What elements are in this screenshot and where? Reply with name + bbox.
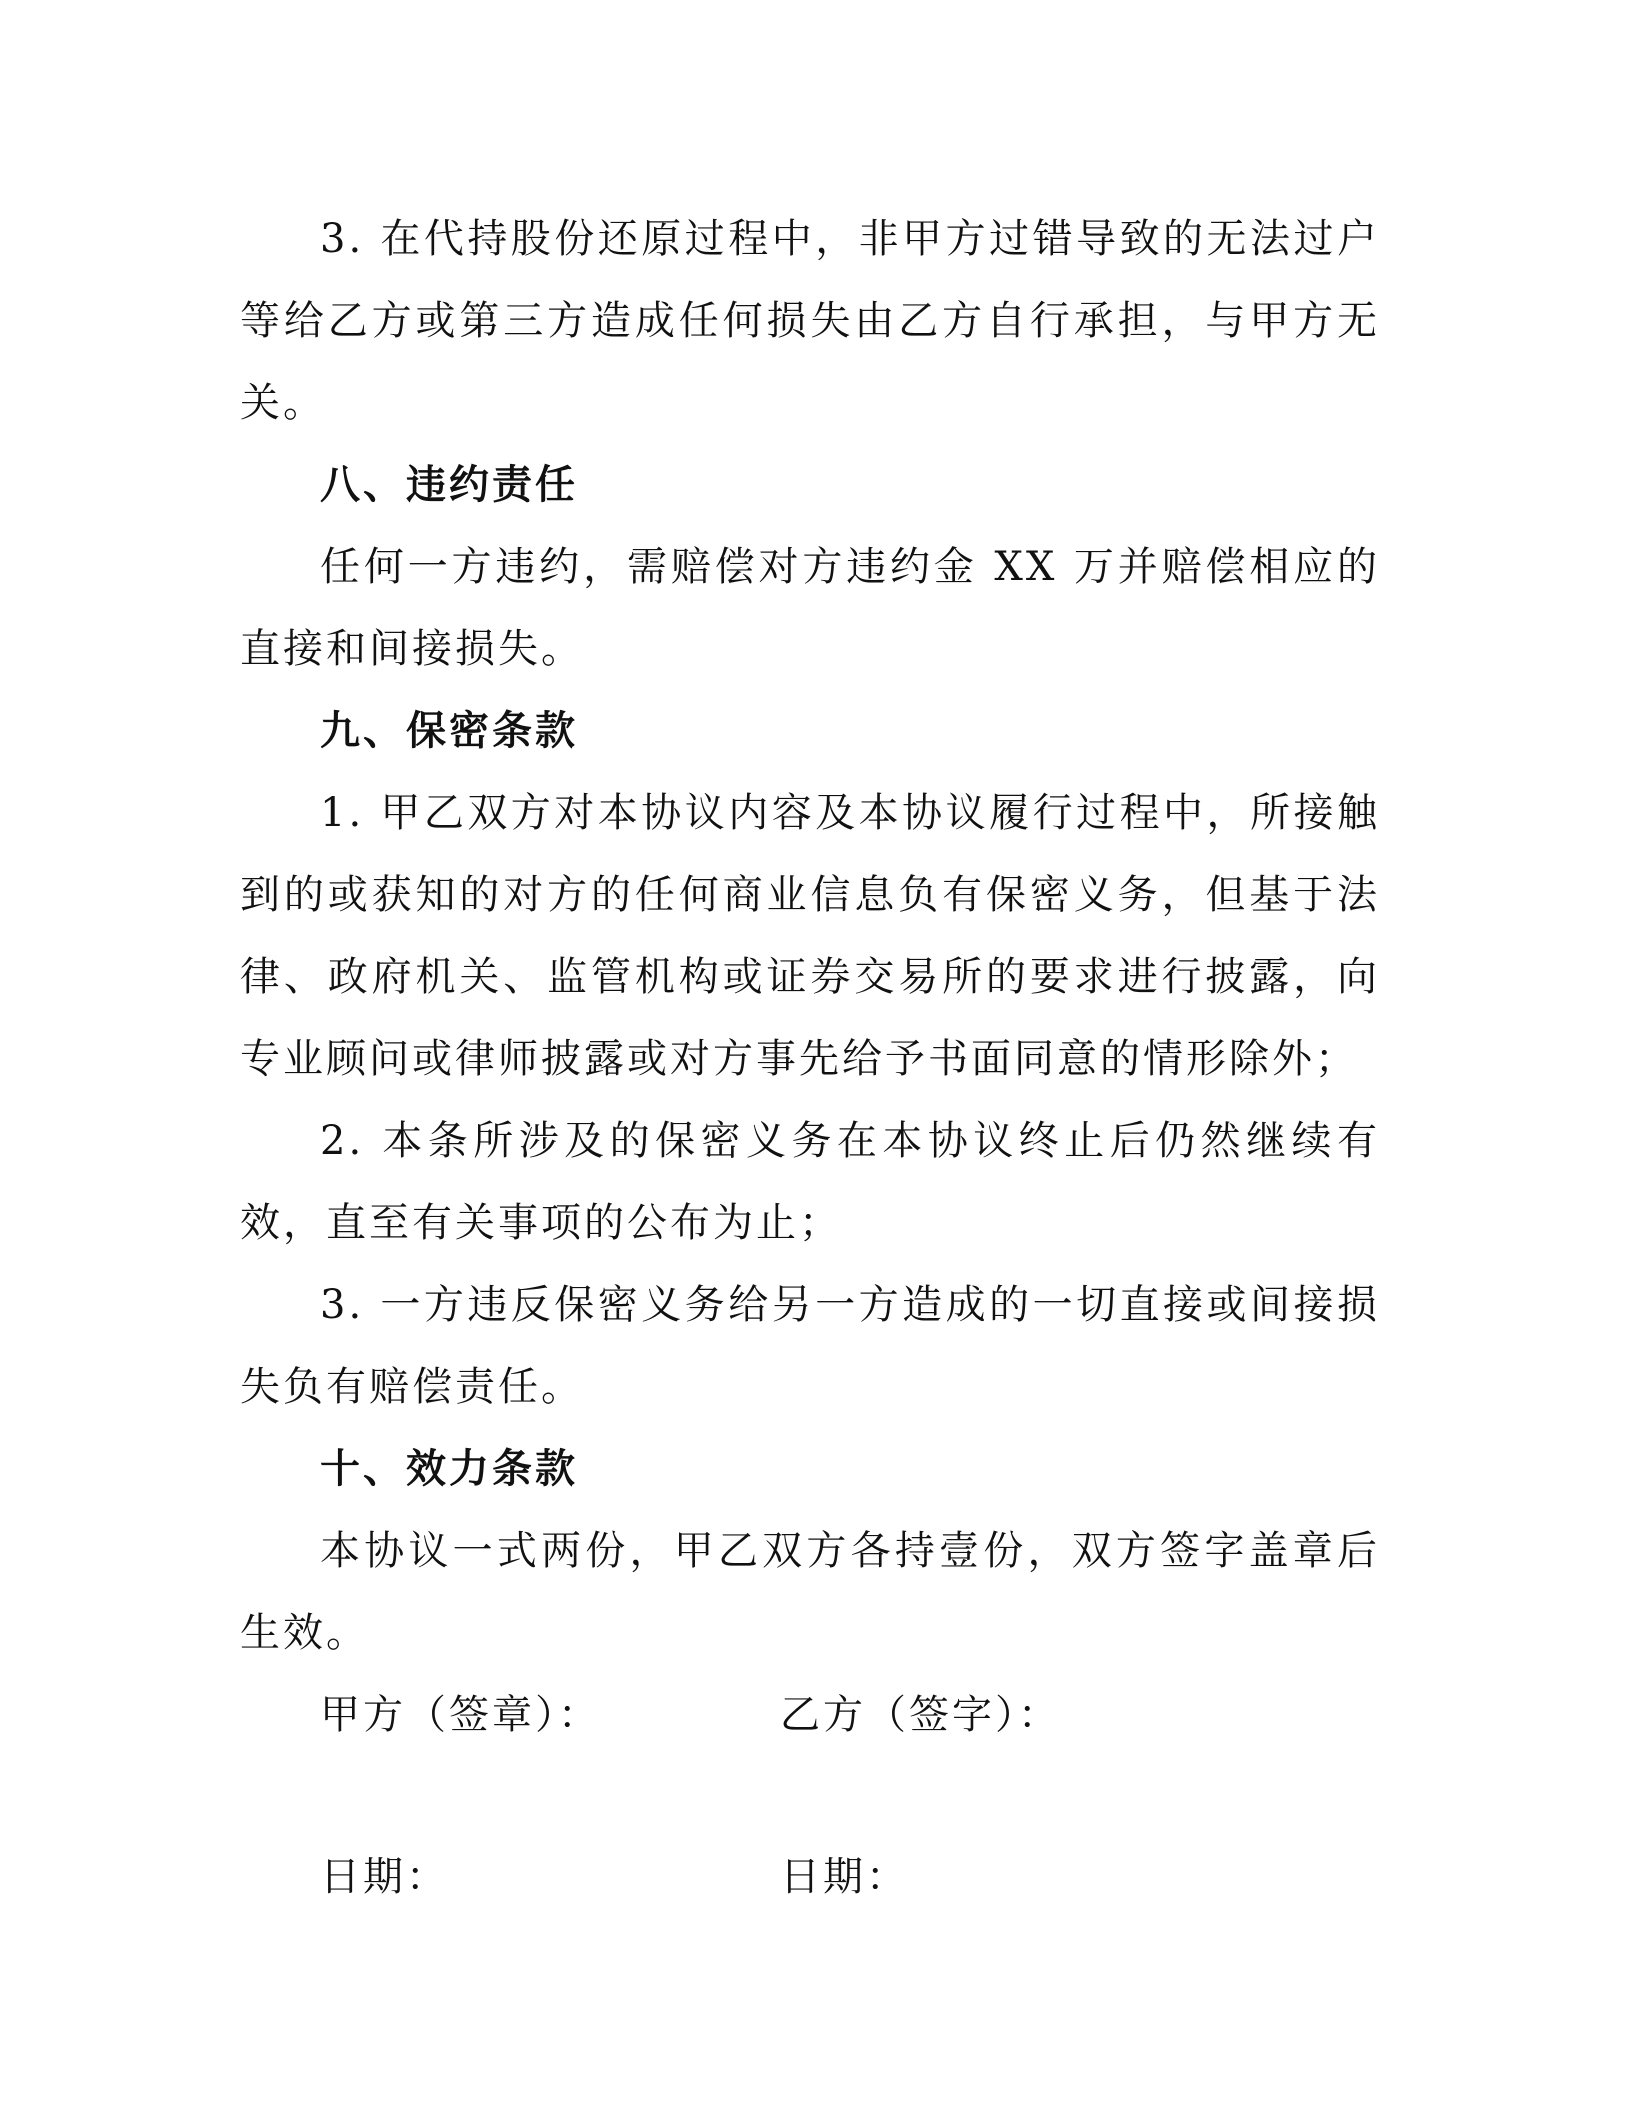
party-b-date-label: 日期： xyxy=(780,1854,909,1900)
clause-7-item-3: 3. 在代持股份还原过程中，非甲方过错导致的无法过户等给乙方或第三方造成任何损失由乙方自行承担，与甲方无关。 xyxy=(240,216,1380,426)
section-9-heading: 九、保密条款 xyxy=(320,707,578,754)
clause-9-item-3: 3. 一方违反保密义务给另一方造成的一切直接或间接损失负有赔偿责任。 xyxy=(240,1282,1380,1410)
clause-9-item-2: 2. 本条所涉及的保密义务在本协议终止后仍然继续有效，直至有关事项的公布为止； xyxy=(240,1118,1380,1246)
party-a-date-label: 日期： xyxy=(320,1854,449,1900)
clause-8-body: 任何一方违约，需赔偿对方违约金 XX 万并赔偿相应的直接和间接损失。 xyxy=(240,544,1380,672)
section-10-heading: 十、效力条款 xyxy=(320,1445,578,1492)
section-8-heading: 八、违约责任 xyxy=(320,461,578,508)
party-a-signature-label: 甲方（签章）： xyxy=(320,1692,601,1738)
clause-10-body: 本协议一式两份，甲乙双方各持壹份，双方签字盖章后生效。 xyxy=(240,1528,1380,1656)
clause-9-item-1: 1. 甲乙双方对本协议内容及本协议履行过程中，所接触到的或获知的对方的任何商业信息负有保密义务，但基于法律、政府机关、监管机构或证券交易所的要求进行披露，向专业顾问或律师披露或对方事先给予书面同意的情形除外； xyxy=(240,790,1380,1082)
signature-row xyxy=(320,1674,1380,1756)
party-b-signature-label: 乙方（签字）： xyxy=(780,1692,1061,1738)
document-body xyxy=(240,198,1380,1918)
date-row xyxy=(320,1836,1380,1918)
